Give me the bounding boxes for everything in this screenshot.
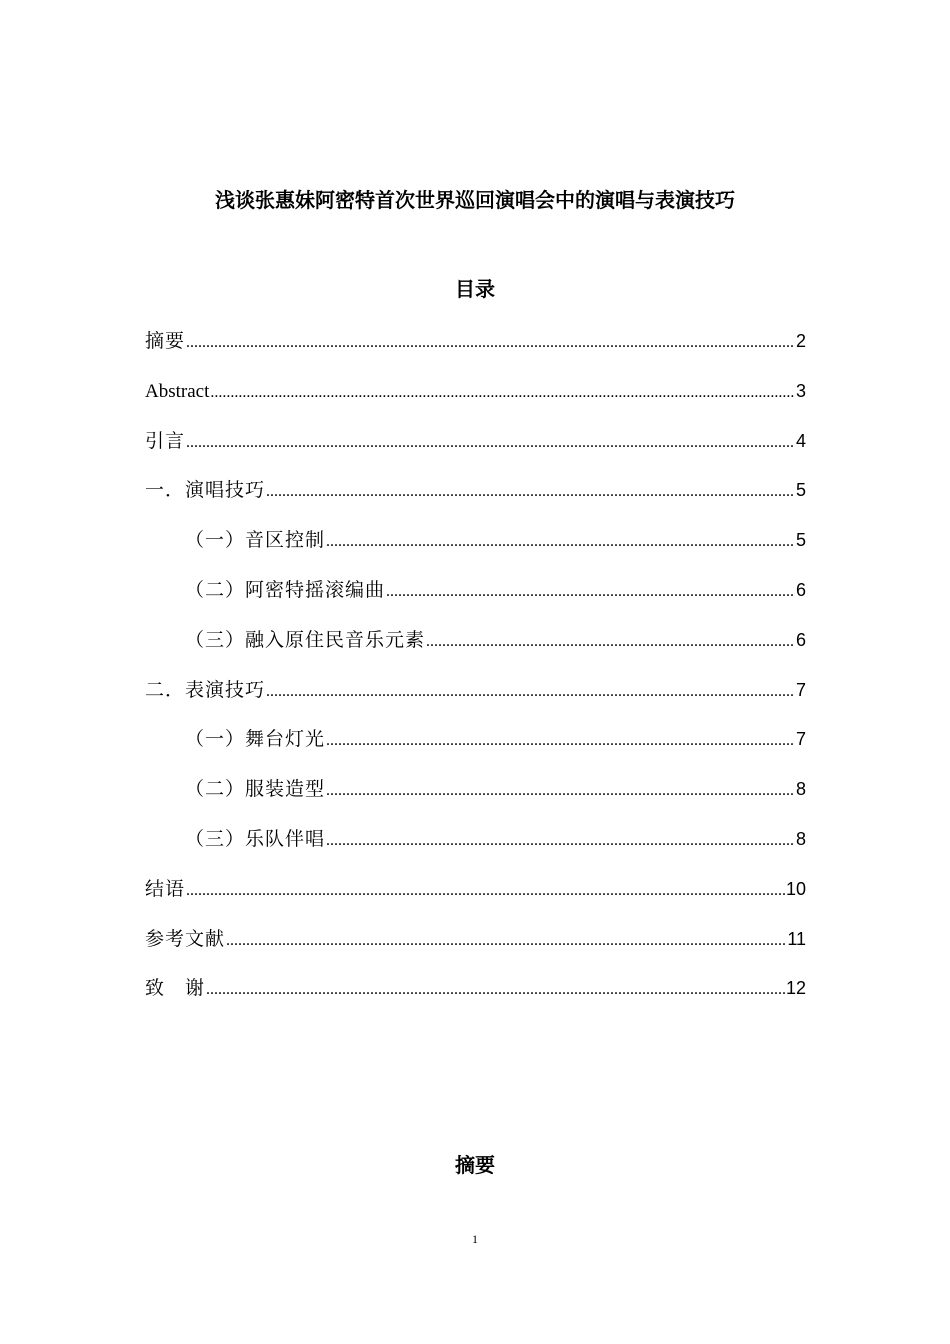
toc-entry-label: （二）服装造型 bbox=[185, 778, 326, 801]
toc-entry-page: 12 bbox=[785, 978, 806, 999]
toc-entry-label: 摘要 bbox=[145, 330, 186, 352]
toc-heading: 目录 bbox=[455, 277, 495, 301]
toc-entry[interactable] bbox=[145, 576, 806, 626]
toc-dot-leader bbox=[326, 727, 795, 755]
toc-entry-page: 7 bbox=[795, 729, 806, 750]
toc-entry[interactable] bbox=[145, 974, 806, 1024]
toc-entry-page: 8 bbox=[795, 828, 806, 849]
toc-dot-leader bbox=[186, 429, 795, 457]
toc-dot-leader bbox=[210, 379, 795, 407]
toc-entry-label: Abstract bbox=[145, 380, 210, 402]
toc-entry-label: 参考文献 bbox=[145, 927, 226, 950]
toc-dot-leader bbox=[326, 777, 795, 805]
toc-entry-page: 7 bbox=[795, 679, 806, 700]
toc-entry-page: 6 bbox=[795, 629, 806, 650]
toc-entry-label: 二．表演技巧 bbox=[145, 678, 266, 701]
toc-entry-label: （一）音区控制 bbox=[185, 529, 326, 552]
abstract-heading: 摘要 bbox=[455, 1153, 495, 1177]
toc-entry-page: 5 bbox=[795, 480, 806, 501]
toc-entry-label: （二）阿密特摇滚编曲 bbox=[185, 578, 386, 601]
toc-entry-page: 10 bbox=[785, 878, 806, 899]
toc-entry[interactable] bbox=[145, 825, 806, 875]
toc-dot-leader bbox=[326, 528, 795, 556]
toc-entry-label: 一．演唱技巧 bbox=[145, 479, 266, 502]
toc-entry-page: 3 bbox=[795, 380, 806, 401]
toc-dot-leader bbox=[386, 578, 795, 606]
toc-entry[interactable] bbox=[145, 875, 806, 925]
toc-dot-leader bbox=[206, 976, 785, 1004]
toc-dot-leader bbox=[266, 478, 795, 506]
toc-entry[interactable] bbox=[145, 377, 806, 427]
toc-entry[interactable] bbox=[145, 476, 806, 526]
toc-entry[interactable] bbox=[145, 925, 806, 975]
toc-entry[interactable] bbox=[145, 725, 806, 775]
toc-entry[interactable] bbox=[145, 427, 806, 477]
toc-entry-page: 8 bbox=[795, 779, 806, 800]
toc-dot-leader bbox=[186, 877, 785, 905]
toc-entry-label: （一）舞台灯光 bbox=[185, 728, 326, 751]
toc-entry-label: 致 谢 bbox=[145, 977, 206, 1000]
toc-dot-leader bbox=[426, 628, 795, 656]
toc-entry-page: 11 bbox=[787, 928, 806, 949]
toc-entry-label: 结语 bbox=[145, 877, 186, 900]
toc-dot-leader bbox=[226, 927, 786, 955]
toc-entry-label: （三）融入原住民音乐元素 bbox=[185, 628, 426, 651]
document-title: 浅谈张惠妹阿密特首次世界巡回演唱会中的演唱与表演技巧 bbox=[215, 188, 735, 212]
toc-entry-page: 6 bbox=[795, 579, 806, 600]
toc-entry-page: 2 bbox=[795, 331, 806, 351]
table-of-contents bbox=[145, 327, 806, 1024]
toc-entry-label: 引言 bbox=[145, 429, 186, 452]
toc-entry[interactable] bbox=[145, 676, 806, 726]
toc-dot-leader bbox=[186, 329, 795, 357]
toc-entry-page: 5 bbox=[795, 530, 806, 551]
toc-entry[interactable] bbox=[145, 775, 806, 825]
toc-dot-leader bbox=[326, 827, 795, 855]
toc-entry[interactable] bbox=[145, 626, 806, 676]
toc-entry-page: 4 bbox=[795, 430, 806, 451]
toc-entry[interactable] bbox=[145, 327, 806, 377]
toc-entry[interactable] bbox=[145, 526, 806, 576]
toc-dot-leader bbox=[266, 678, 795, 706]
page-number: 1 bbox=[472, 1232, 478, 1246]
toc-entry-label: （三）乐队伴唱 bbox=[185, 827, 326, 850]
